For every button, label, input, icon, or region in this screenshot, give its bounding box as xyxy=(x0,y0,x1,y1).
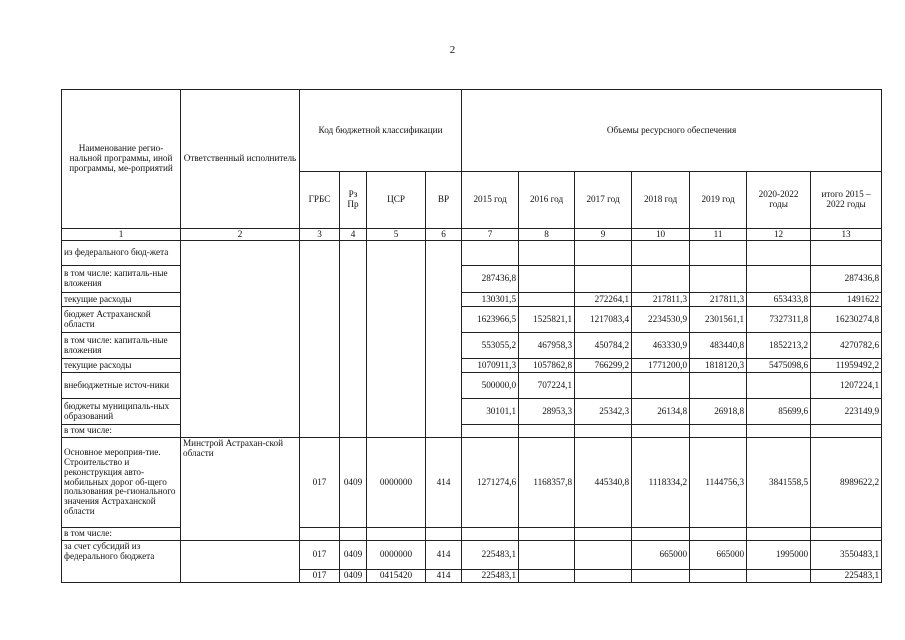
value-cell: 1852213,2 xyxy=(747,333,811,359)
main-event-executor: Минстрой Астрахан-ской области xyxy=(181,438,300,541)
grbs-code: 017 xyxy=(300,570,340,583)
main-event-label: Основное мероприя-тие. Строительство и реконструкция авто-мобильных дорог об-щего пользования ре-гионального значения Астраханской области xyxy=(62,438,181,528)
grbs-code: 017 xyxy=(300,541,340,570)
row-label: в том числе: xyxy=(62,425,181,438)
value-cell: 287436,8 xyxy=(462,266,519,293)
row-label: текущие расходы xyxy=(62,293,181,307)
header-rzpr: Рз Пр xyxy=(340,172,367,229)
value-cell xyxy=(747,241,811,266)
value-cell xyxy=(747,425,811,438)
value-cell xyxy=(575,373,632,399)
value-cell: 1623966,5 xyxy=(462,307,519,333)
value-cell xyxy=(690,241,747,266)
header-budget-classification: Код бюджетной классификации xyxy=(300,90,462,172)
value-cell xyxy=(575,241,632,266)
rzpr-code: 0409 xyxy=(340,541,367,570)
value-cell: 665000 xyxy=(690,541,747,570)
empty-cell xyxy=(811,528,882,541)
value-cell xyxy=(747,373,811,399)
value-cell xyxy=(462,425,519,438)
csr-code: 0000000 xyxy=(367,541,426,570)
column-number: 12 xyxy=(747,229,811,241)
header-total: итого 2015 – 2022 годы xyxy=(811,172,882,229)
value-cell xyxy=(632,570,690,583)
value-cell: 463330,9 xyxy=(632,333,690,359)
header-2015: 2015 год xyxy=(462,172,519,229)
value-cell: 4270782,6 xyxy=(811,333,882,359)
value-cell: 467958,3 xyxy=(519,333,575,359)
value-cell: 1771200,0 xyxy=(632,359,690,373)
value-cell: 26134,8 xyxy=(632,399,690,425)
value-cell xyxy=(632,266,690,293)
csr-cell-empty xyxy=(367,241,426,438)
value-cell xyxy=(519,266,575,293)
value-cell: 1818120,3 xyxy=(690,359,747,373)
value-cell: 1118334,2 xyxy=(632,438,690,528)
value-cell xyxy=(519,541,575,570)
value-cell: 85699,6 xyxy=(747,399,811,425)
value-cell: 1168357,8 xyxy=(519,438,575,528)
empty-cell xyxy=(690,528,747,541)
value-cell: 7327311,8 xyxy=(747,307,811,333)
header-vr: ВР xyxy=(426,172,462,229)
value-cell: 223149,9 xyxy=(811,399,882,425)
value-cell: 16230274,8 xyxy=(811,307,882,333)
value-cell: 1057862,8 xyxy=(519,359,575,373)
value-cell: 217811,3 xyxy=(632,293,690,307)
value-cell: 483440,8 xyxy=(690,333,747,359)
header-csr: ЦСР xyxy=(367,172,426,229)
value-cell xyxy=(519,425,575,438)
value-cell: 1217083,4 xyxy=(575,307,632,333)
empty-cell xyxy=(632,528,690,541)
value-cell: 1207224,1 xyxy=(811,373,882,399)
value-cell: 272264,1 xyxy=(575,293,632,307)
value-cell: 225483,1 xyxy=(811,570,882,583)
value-cell: 130301,5 xyxy=(462,293,519,307)
value-cell xyxy=(462,241,519,266)
value-cell: 1491622 xyxy=(811,293,882,307)
executor-cell-empty xyxy=(181,241,300,438)
column-number: 1 xyxy=(62,229,181,241)
column-number: 2 xyxy=(181,229,300,241)
value-cell: 445340,8 xyxy=(575,438,632,528)
value-cell xyxy=(811,425,882,438)
value-cell: 766299,2 xyxy=(575,359,632,373)
header-2018: 2018 год xyxy=(632,172,690,229)
value-cell xyxy=(690,266,747,293)
value-cell xyxy=(575,425,632,438)
vr-code: 414 xyxy=(426,541,462,570)
value-cell: 3841558,5 xyxy=(747,438,811,528)
vr-code: 414 xyxy=(426,438,462,528)
rzpr-code: 0409 xyxy=(340,438,367,528)
column-number-row xyxy=(62,229,882,241)
column-number: 3 xyxy=(300,229,340,241)
value-cell: 553055,2 xyxy=(462,333,519,359)
value-cell xyxy=(575,570,632,583)
value-cell xyxy=(519,293,575,307)
row-label: внебюджетные источ-ники xyxy=(62,373,181,399)
value-cell: 2234530,9 xyxy=(632,307,690,333)
budget-table xyxy=(61,89,882,583)
value-cell xyxy=(690,373,747,399)
column-number: 11 xyxy=(690,229,747,241)
value-cell: 450784,2 xyxy=(575,333,632,359)
value-cell: 1525821,1 xyxy=(519,307,575,333)
value-cell xyxy=(690,425,747,438)
header-grbs: ГРБС xyxy=(300,172,340,229)
subsidy-label: за счет субсидий из федерального бюджета xyxy=(62,541,181,583)
row-label: в том числе: xyxy=(62,528,181,541)
value-cell: 1995000 xyxy=(747,541,811,570)
value-cell: 665000 xyxy=(632,541,690,570)
value-cell xyxy=(632,373,690,399)
header-2016: 2016 год xyxy=(519,172,575,229)
value-cell xyxy=(747,266,811,293)
value-cell: 30101,1 xyxy=(462,399,519,425)
value-cell xyxy=(811,241,882,266)
empty-cell xyxy=(747,528,811,541)
empty-cell xyxy=(519,528,575,541)
vr-cell-empty xyxy=(426,241,462,438)
value-cell xyxy=(519,241,575,266)
value-cell: 225483,1 xyxy=(462,541,519,570)
value-cell xyxy=(632,425,690,438)
value-cell xyxy=(632,241,690,266)
row-label: в том числе: капиталь-ные вложения xyxy=(62,333,181,359)
value-cell xyxy=(747,570,811,583)
column-number: 7 xyxy=(462,229,519,241)
value-cell: 5475098,6 xyxy=(747,359,811,373)
grbs-cell-empty xyxy=(300,241,340,438)
row-label: бюджет Астраханской области xyxy=(62,307,181,333)
value-cell: 3550483,1 xyxy=(811,541,882,570)
table-row-subsidy xyxy=(62,541,882,570)
table-row-main-event xyxy=(62,438,882,528)
row-label: бюджеты муниципаль-ных образований xyxy=(62,399,181,425)
value-cell xyxy=(690,570,747,583)
value-cell: 8989622,2 xyxy=(811,438,882,528)
column-number: 4 xyxy=(340,229,367,241)
column-number: 10 xyxy=(632,229,690,241)
table-row xyxy=(62,241,882,266)
header-2019: 2019 год xyxy=(690,172,747,229)
vr-code: 414 xyxy=(426,570,462,583)
row-label: в том числе: капиталь-ные вложения xyxy=(62,266,181,293)
empty-cell xyxy=(462,528,519,541)
header-executor: Ответственный исполнитель xyxy=(181,90,300,229)
csr-code: 0000000 xyxy=(367,438,426,528)
executor-cell-empty xyxy=(181,541,300,583)
header-name: Наименование регио-нальной программы, иной программы, ме-роприятий xyxy=(62,90,181,229)
value-cell: 707224,1 xyxy=(519,373,575,399)
value-cell: 287436,8 xyxy=(811,266,882,293)
empty-cell xyxy=(300,528,340,541)
value-cell: 1070911,3 xyxy=(462,359,519,373)
header-2017: 2017 год xyxy=(575,172,632,229)
value-cell: 2301561,1 xyxy=(690,307,747,333)
value-cell: 217811,3 xyxy=(690,293,747,307)
value-cell xyxy=(575,266,632,293)
empty-cell xyxy=(367,528,426,541)
value-cell: 653433,8 xyxy=(747,293,811,307)
page-number: 2 xyxy=(449,44,456,56)
column-number: 5 xyxy=(367,229,426,241)
empty-cell xyxy=(575,528,632,541)
value-cell: 500000,0 xyxy=(462,373,519,399)
value-cell: 26918,8 xyxy=(690,399,747,425)
value-cell xyxy=(575,541,632,570)
column-number: 6 xyxy=(426,229,462,241)
header-resources: Объемы ресурсного обеспечения xyxy=(462,90,882,172)
rzpr-cell-empty xyxy=(340,241,367,438)
column-number: 8 xyxy=(519,229,575,241)
grbs-code: 017 xyxy=(300,438,340,528)
empty-cell xyxy=(426,528,462,541)
column-number: 9 xyxy=(575,229,632,241)
value-cell: 11959492,2 xyxy=(811,359,882,373)
value-cell: 1144756,3 xyxy=(690,438,747,528)
column-number: 13 xyxy=(811,229,882,241)
header-2020-2022: 2020-2022 годы xyxy=(747,172,811,229)
rzpr-code: 0409 xyxy=(340,570,367,583)
value-cell: 28953,3 xyxy=(519,399,575,425)
empty-cell xyxy=(340,528,367,541)
row-label: из федерального бюд-жета xyxy=(62,241,181,266)
csr-code: 0415420 xyxy=(367,570,426,583)
value-cell xyxy=(519,570,575,583)
value-cell: 1271274,6 xyxy=(462,438,519,528)
row-label: текущие расходы xyxy=(62,359,181,373)
value-cell: 225483,1 xyxy=(462,570,519,583)
value-cell: 25342,3 xyxy=(575,399,632,425)
